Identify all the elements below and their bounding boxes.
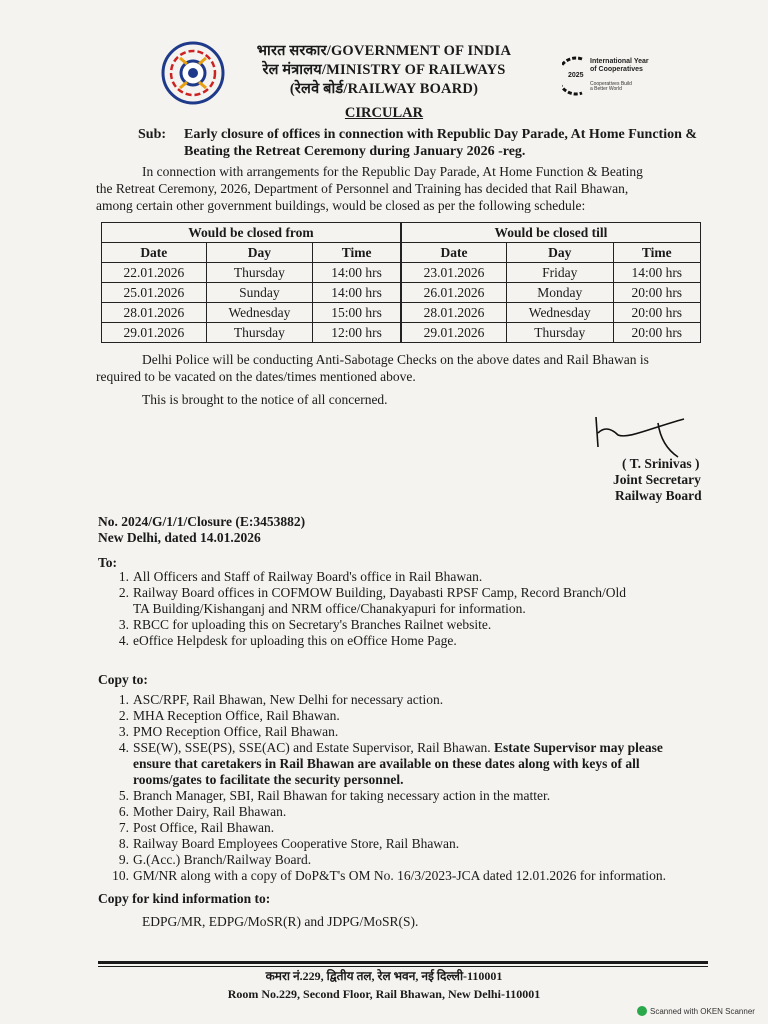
item-text: Railway Board Employees Cooperative Store, Rail Bhawan. <box>133 836 460 851</box>
table-cell: Wednesday <box>206 303 313 323</box>
item-text: TA Building/Kishanganj and NRM office/Chanakyapuri for information. <box>133 601 526 616</box>
notice-text: This is brought to the notice of all concerned. <box>142 392 388 407</box>
kind-info-label: Copy for kind information to: <box>98 891 271 906</box>
list-item <box>111 724 721 740</box>
subject-label: Sub: <box>138 127 167 142</box>
table-cell: 29.01.2026 <box>102 323 207 343</box>
table-cell: Friday <box>506 263 613 283</box>
intro-line1: In connection with arrangements for the Republic Day Parade, At Home Function & Beating <box>142 164 643 179</box>
list-item <box>111 820 721 836</box>
footer-divider <box>98 961 708 964</box>
circular-title <box>0 105 768 122</box>
table-cell: 14:00 hrs <box>313 263 401 283</box>
signatory-office: Railway Board <box>615 488 702 503</box>
item-text: Post Office, Rail Bhawan. <box>133 820 275 835</box>
signatory-designation: Joint Secretary <box>613 472 701 487</box>
item-text: All Officers and Staff of Railway Board's office in Rail Bhawan. <box>133 569 483 584</box>
reference-number: No. 2024/G/1/1/Closure (E:3453882) <box>98 514 306 529</box>
list-item <box>111 836 721 852</box>
item-number: 2. <box>118 708 129 723</box>
table-cell: Monday <box>506 283 613 303</box>
table-cell: 29.01.2026 <box>401 323 506 343</box>
table-cell: 12:00 hrs <box>313 323 401 343</box>
circular-title-text: CIRCULAR <box>344 105 424 121</box>
item-text: eOffice Helpdesk for uploading this on eOffice Home Page. <box>133 633 457 648</box>
table-cell: Wednesday <box>506 303 613 323</box>
header-government: भारत सरकार/GOVERNMENT OF INDIA <box>256 43 512 59</box>
header-ministry: रेल मंत्रालय/MINISTRY OF RAILWAYS <box>262 62 506 78</box>
item-bold-text: Estate Supervisor may please <box>493 740 663 755</box>
table-cell: 25.01.2026 <box>102 283 207 303</box>
intro-line2: the Retreat Ceremony, 2026, Department of Personnel and Training has decided that Rail Bhawan, <box>96 181 629 196</box>
intro-line3: among certain other government buildings, would be closed as per the following schedule: <box>96 198 586 213</box>
copy-to-label: Copy to: <box>98 672 148 687</box>
closure-schedule-table <box>101 222 701 343</box>
item-number: 4. <box>118 633 129 648</box>
col-header: Time <box>613 243 701 263</box>
copy-to-list <box>111 692 721 884</box>
list-item <box>111 585 701 617</box>
footer-address-hindi: कमरा नं.229, द्वितीय तल, रेल भवन, नई दिल्ली-110001 <box>265 969 503 983</box>
item-number: 5. <box>118 788 129 803</box>
footer-divider-thin <box>98 966 708 967</box>
table-row <box>102 263 701 283</box>
footer-address-english: Room No.229, Second Floor, Rail Bhawan, New Delhi-110001 <box>227 987 541 1001</box>
table-cell: 20:00 hrs <box>613 303 701 323</box>
col-header: Day <box>206 243 313 263</box>
kind-info-text: EDPG/MR, EDPG/MoSR(R) and JDPG/MoSR(S). <box>142 914 419 929</box>
cooperatives-title <box>590 58 649 74</box>
table-cell: 14:00 hrs <box>313 283 401 303</box>
table-cell: Sunday <box>206 283 313 303</box>
table-row <box>102 303 701 323</box>
item-number: 2. <box>118 585 129 600</box>
item-number: 7. <box>118 820 129 835</box>
list-item <box>111 740 721 788</box>
cooperatives-sub-line2: a Better World <box>590 86 622 92</box>
list-item <box>111 569 701 585</box>
item-text: GM/NR along with a copy of DoP&T's OM No. 16/3/2023-JCA dated 12.01.2026 for information. <box>133 868 667 883</box>
table-cell: Thursday <box>506 323 613 343</box>
list-item <box>111 852 721 868</box>
cooperatives-year-logo <box>562 54 680 98</box>
item-number: 10. <box>112 868 129 883</box>
list-item <box>111 617 701 633</box>
scanner-badge: Scanned with OKEN Scanner <box>650 1007 755 1016</box>
cooperatives-title-line2: of Cooperatives <box>590 66 643 73</box>
item-text: Mother Dairy, Rail Bhawan. <box>133 804 287 819</box>
to-label: To: <box>98 555 118 570</box>
item-number: 1. <box>118 569 129 584</box>
list-item <box>111 788 721 804</box>
subject-text: Early closure of offices in connection with Republic Day Parade, At Home Function & Beating the Retreat Ceremony during January 2026 -reg. <box>184 127 698 159</box>
col-header: Date <box>401 243 506 263</box>
item-text: PMO Reception Office, Rail Bhawan. <box>133 724 339 739</box>
item-bold-text: ensure that caretakers in Rail Bhawan are available on these dates along with keys of all <box>133 756 640 771</box>
reference-place-date: New Delhi, dated 14.01.2026 <box>98 530 261 545</box>
col-header: Day <box>506 243 613 263</box>
group-closed-till: Would be closed till <box>401 223 701 243</box>
table-cell: 26.01.2026 <box>401 283 506 303</box>
list-item <box>111 804 721 820</box>
item-bold-text: rooms/gates to facilitate the security personnel. <box>133 772 404 787</box>
item-number: 3. <box>118 724 129 739</box>
col-header: Time <box>313 243 401 263</box>
list-item <box>111 692 721 708</box>
item-number: 9. <box>118 852 129 867</box>
item-number: 3. <box>118 617 129 632</box>
cooperatives-title-line1: International Year <box>590 58 649 65</box>
list-item <box>111 708 721 724</box>
list-item <box>111 633 701 649</box>
item-text: RBCC for uploading this on Secretary's Branches Railnet website. <box>133 617 492 632</box>
table-cell: 15:00 hrs <box>313 303 401 323</box>
cooperatives-year: 2025 <box>568 72 584 79</box>
item-number: 6. <box>118 804 129 819</box>
table-row <box>102 283 701 303</box>
item-number: 8. <box>118 836 129 851</box>
signatory-name: ( T. Srinivas ) <box>622 456 700 471</box>
item-text: ASC/RPF, Rail Bhawan, New Delhi for necessary action. <box>133 692 444 707</box>
table-cell: 20:00 hrs <box>613 283 701 303</box>
item-number: 1. <box>118 692 129 707</box>
table-cell: 20:00 hrs <box>613 323 701 343</box>
table-cell: 14:00 hrs <box>613 263 701 283</box>
header-railway-board: (रेलवे बोर्ड/RAILWAY BOARD) <box>289 81 479 97</box>
group-closed-from: Would be closed from <box>102 223 401 243</box>
col-header: Date <box>102 243 207 263</box>
cooperatives-subtitle <box>590 82 632 92</box>
scanner-logo-icon <box>637 1006 647 1016</box>
item-text: MHA Reception Office, Rail Bhawan. <box>133 708 340 723</box>
item-number: 4. <box>118 740 129 755</box>
table-cell: 23.01.2026 <box>401 263 506 283</box>
to-list <box>111 569 701 649</box>
list-item <box>111 868 721 884</box>
table-row <box>102 323 701 343</box>
item-text: Branch Manager, SBI, Rail Bhawan for taking necessary action in the matter. <box>133 788 551 803</box>
item-text: Railway Board offices in COFMOW Building, Dayabasti RPSF Camp, Record Branch/Old <box>133 585 626 600</box>
police-note-line1: Delhi Police will be conducting Anti-Sabotage Checks on the above dates and Rail Bhawan is <box>142 352 649 367</box>
table-cell: Thursday <box>206 263 313 283</box>
table-cell: 28.01.2026 <box>102 303 207 323</box>
table-cell: 22.01.2026 <box>102 263 207 283</box>
table-cell: 28.01.2026 <box>401 303 506 323</box>
item-text: G.(Acc.) Branch/Railway Board. <box>133 852 312 867</box>
police-note-line2: required to be vacated on the dates/times mentioned above. <box>96 369 416 384</box>
table-group-header-row <box>102 223 701 243</box>
table-cell: Thursday <box>206 323 313 343</box>
table-column-header-row <box>102 243 701 263</box>
item-text: SSE(W), SSE(PS), SSE(AC) and Estate Supervisor, Rail Bhawan. <box>133 740 491 755</box>
cooperatives-sub-line1: Cooperatives Build <box>590 81 632 87</box>
